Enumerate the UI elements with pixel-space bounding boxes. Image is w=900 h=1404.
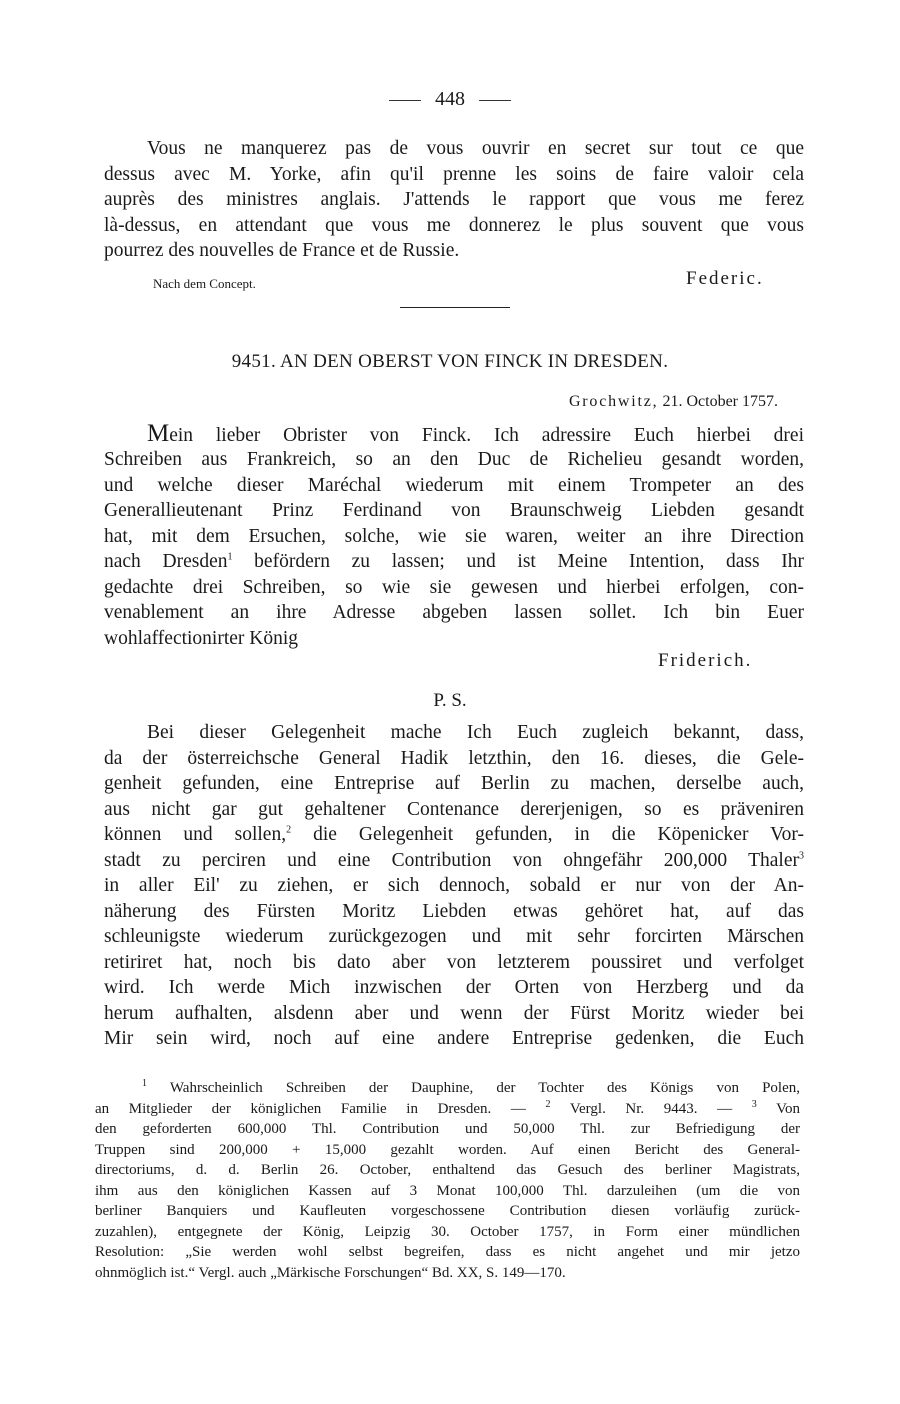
ps-line: genheit gefunden, eine Entreprise auf Berlin zu machen, derselbe auch, [104,773,804,794]
initial-letter: M [147,420,170,447]
signature-federic: Federic. [686,268,764,289]
letter2-line: gedachte drei Schreiben, so wie sie gewesen und hierbei erfolgen, con- [104,576,804,598]
footnote-number: 1 [142,1078,147,1089]
ps-line: Mir sein wird, noch auf eine andere Entreprise gedenken, die Euch [104,1028,804,1049]
footnote-mark: 2 [286,824,292,836]
letter-heading: 9451. AN DEN OBERST VON FINCK IN DRESDEN. [231,351,669,372]
letter1-line: pourrez des nouvelles de France et de Russie. [104,240,460,261]
ps-line: wird. Ich werde Mich inzwischen der Orten von Herzberg und da [104,977,804,998]
ps-line: Bei dieser Gelegenheit mache Ich Euch zugleich bekannt, dass, [147,722,804,743]
signature-friderich: Friderich. [658,650,753,671]
letter1-line: auprès des ministres anglais. J'attends le rapport que vous me ferez [104,189,804,210]
dash-left [389,100,421,101]
footnote-line: Resolution: „Sie werden wohl selbst begreifen, dass es nicht angehet und mir jetzo [95,1244,800,1260]
footnote-number: 2 [545,1098,551,1110]
date-place: Grochwitz, [568,393,659,410]
ps-line: näherung des Fürsten Moritz Liebden etwas gehöret hat, auf das [104,900,804,922]
footnote-line: Truppen sind 200,000 + 15,000 gezahlt worden. Auf einen Bericht des General- [95,1141,800,1158]
letter2-line: wohlaffectionirter König [104,627,299,649]
ps-line: stadt zu perciren und eine Contribution von ohngefähr 200,000 Thaler$^3$ [104,849,804,871]
footnote-mark: 3 [799,850,804,861]
letter1-line: là-dessus, en attendant que vous me donnerez le plus souvent que vous [104,214,804,236]
ps-line: da der österreichsche General Hadik letzthin, den 16. dieses, die Gele- [104,747,804,769]
letter2-line: hat, mit dem Ersuchen, solche, wie sie waren, weiter an ihre Direction [104,525,804,547]
letter2-line: nach Dresden$^1$ befördern zu lassen; und ist Meine Intention, dass Ihr [104,551,805,572]
source-note: Nach dem Concept. [153,276,256,291]
footnote-line: ohnmöglich ist.“ Vergl. auch „Märkische Forschungen“ Bd. XX, S. 149—170. [95,1264,566,1281]
ps-line: in aller Eil' zu ziehen, er sich dennoch, sobald er nur von der An- [104,875,804,896]
section-divider [400,307,510,308]
ps-line: können und sollen,$^2$ die Gelegenheit gefunden, in die Köpenicker Vor- [104,824,805,845]
ps-line: herum aufhalten, alsdenn aber und wenn der Fürst Moritz wieder bei [104,1002,804,1024]
date-text: 21. October 1757. [662,393,778,410]
letter2-line: Generallieutenant Prinz Ferdinand von Braunschweig Liebden gesandt [104,500,804,521]
footnote-line: berliner Banquiers und Kaufleuten vorgeschossene Contribution diesen vorläufig zurück- [95,1203,800,1219]
letter2-line: Schreiben aus Frankreich, so an den Duc de Richelieu gesandt worden, [104,449,804,470]
footnote-line: $^1$ Wahrscheinlich Schreiben der Dauphine, der Tochter des Königs von Polen, [142,1078,801,1096]
footnote-mark: 1 [227,551,233,563]
footnote-line: directoriums, d. d. Berlin 26. October, enthaltend das Gesuch des berliner Magistrats, [95,1162,800,1178]
letter2-line: venablement an ihre Adresse abgeben lassen sollet. Ich bin Euer [104,602,804,623]
footnote-line: an Mitglieder der königlichen Familie in Dresden. — $^2$ Vergl. Nr. 9443. — $^3$ Von [95,1098,801,1117]
letter2-line: Mein lieber Obrister von Finck. Ich adressire Euch hierbei drei [147,420,804,447]
footnote-line: ihm aus den königlichen Kassen auf 3 Monat 100,000 Thl. darzuleihen (um die von [95,1182,800,1199]
ps-label: P. S. [433,690,467,711]
letter1-line: dessus avec M. Yorke, afin qu'il prenne les soins de faire valoir cela [104,163,804,185]
ps-line: schleunigste wiederum zurückgezogen und mit sehr forcirten Märschen [104,926,804,947]
ps-line: retiriret hat, noch bis dato aber von letzterem poussiret und verfolget [104,951,804,973]
letter1-line: Vous ne manquerez pas de vous ouvrir en secret sur tout ce que [147,138,804,159]
page-number [0,88,900,111]
letter2-line: und welche dieser Maréchal wiederum mit einem Trompeter an des [104,474,804,496]
dateline [569,393,778,411]
dash-right [479,100,511,101]
footnote-line: den geforderten 600,000 Thl. Contribution und 50,000 Thl. zur Befriedigung der [95,1121,800,1137]
ps-line: aus nicht gar gut gehaltener Contenance dererjenigen, so es präveniren [104,798,804,820]
footnote-line: zuzahlen), entgegnete der König, Leipzig 30. October 1757, in Form einer mündlichen [95,1223,800,1240]
page-number-text: 448 [435,88,465,110]
footnote-number: 3 [751,1098,757,1110]
